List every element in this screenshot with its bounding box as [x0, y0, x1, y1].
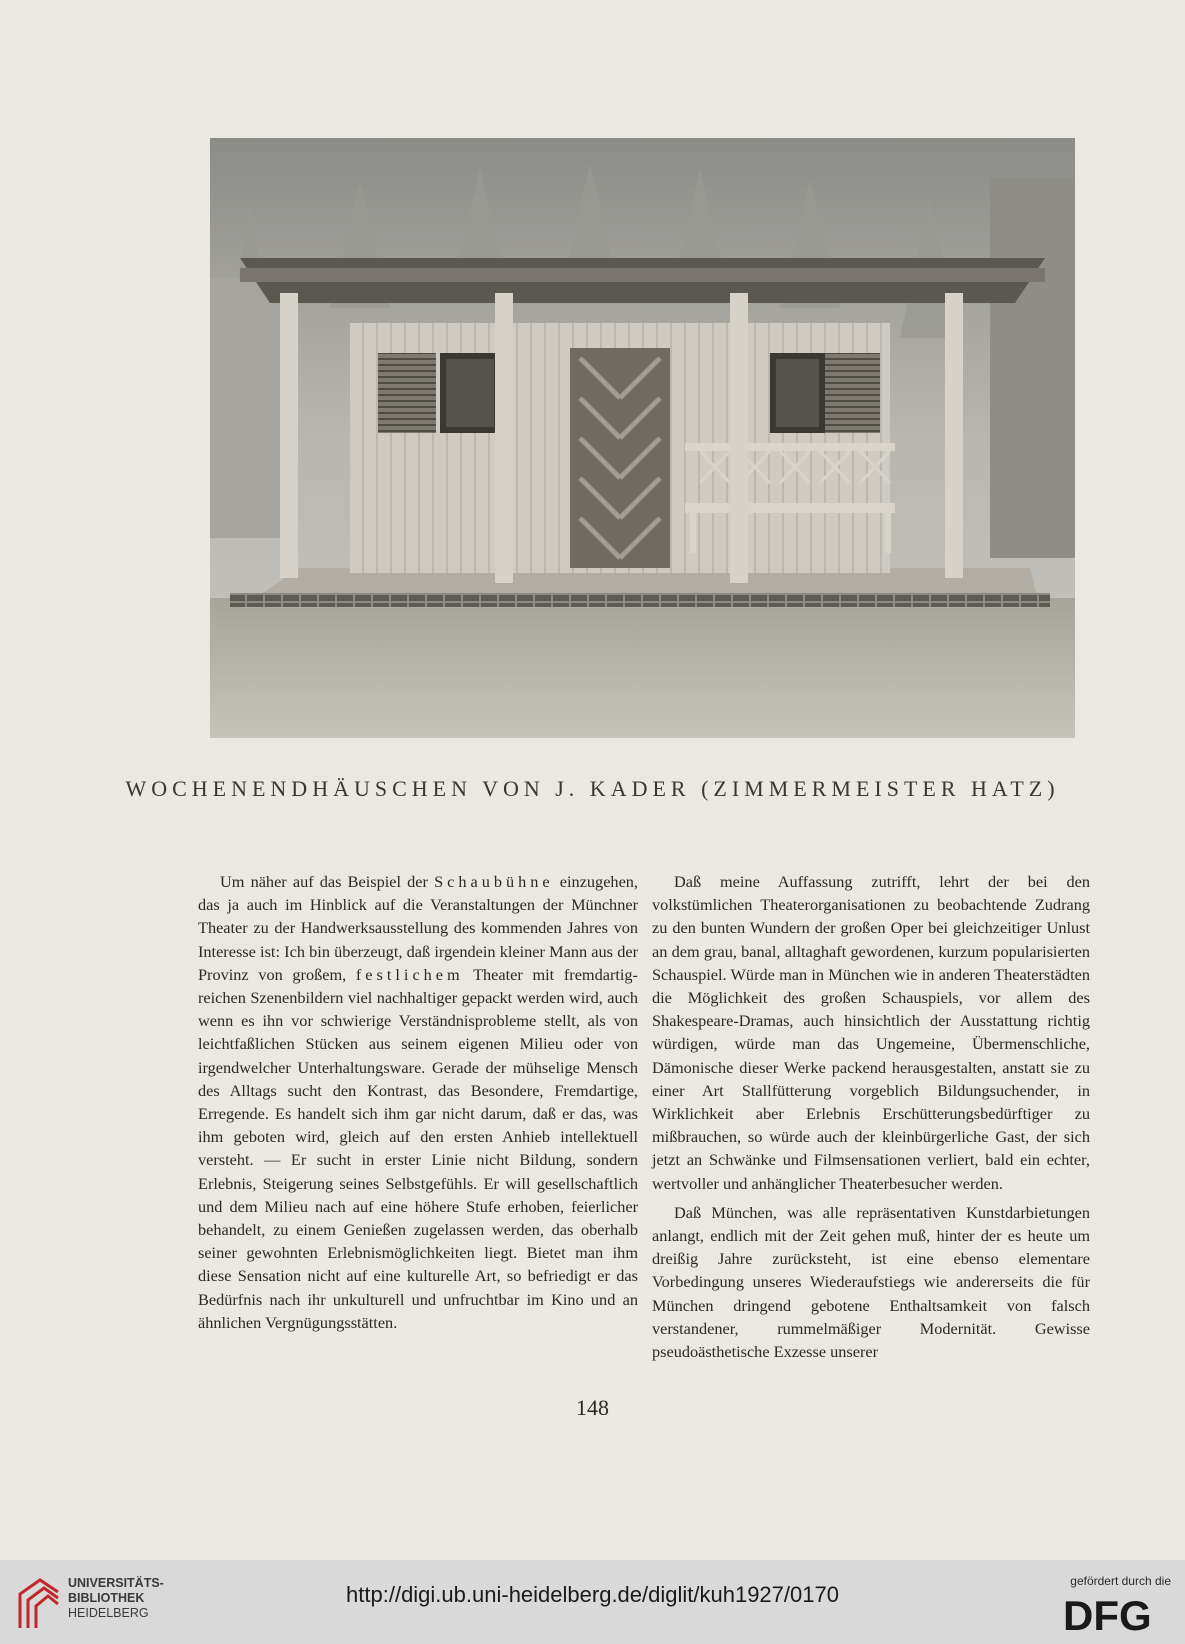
paragraph — [198, 870, 638, 1334]
text-run: Theater mit fremdartig-reichen Szenenbildern viel nachhaltiger gepackt werden wird, auch wenn es ihn vor schwierige Verständnisprobleme stellt, als von leichtfaßlichen Stücken aus seinem eigenen Milieu oder von irgendwelcher Unterhaltungsware. Gerade der mühselige Mensch des Alltags sucht den Kontrast, das Besondere, Fremdartige, Erregende. Es handelt sich ihm gar nicht darum, daß er das, was ihm geboten wird, gleich auf den ersten Anhieb intellektuell versteht. — Er sucht in erster Linie nicht Bildung, sondern Erlebnis, Steigerung seines Selbstgefühls. Er will gesellschaftlich und dem Milieu nach auf eine höhere Stufe erhoben, feierlicher behandelt, zu einem Genießen zugelassen werden, das oberhalb seiner gewohnten Erlebnismöglichkeiten liegt. Bietet man ihm diese Sensation nicht auf eine kulturelle Art, so befriedigt er das Bedürfnis nach ihr unkulturell und unfruchtbar im Kino und an ähnlichen Vergnügungsstätten. — [198, 964, 638, 1332]
library-name-line: UNIVERSITÄTS- — [68, 1576, 164, 1590]
text-column-left — [198, 870, 638, 1334]
emphasized-word: festlichem — [355, 964, 464, 984]
emphasized-word: Schaubühne — [434, 872, 554, 891]
photo-caption: WOCHENENDHÄUSCHEN VON J. KADER (ZIMMERMEISTER HATZ) — [125, 776, 1060, 801]
library-name-line: BIBLIOTHEK — [68, 1591, 145, 1605]
paragraph: Daß München, was alle repräsentativen Kunstdarbietungen anlangt, endlich mit der Zeit gehen muß, hinter der es heute um dreißig Jahre zurücksteht, ist eine ebenso elementare Vorbedingung unseres Wiederaufstiegs wie andererseits die für München dringend gebotene Enthaltsamkeit von falsch verstandener, rummelmäßiger Modernität. Gewisse pseudoästhetische Exzesse unserer — [652, 1202, 1090, 1362]
text-run: Um näher auf das Beispiel der — [220, 872, 435, 891]
cottage-photo-image — [210, 138, 1075, 738]
digitization-footer — [0, 1560, 1185, 1644]
funded-by-label: gefördert durch die — [1070, 1574, 1171, 1588]
text-column-right — [652, 870, 1090, 1363]
dfg-logo-text: DFG — [1063, 1592, 1152, 1634]
library-name-line: HEIDELBERG — [68, 1606, 149, 1620]
text-run: einzugehen, das ja auch im Hinblick auf die Veranstaltungen der Münchner Theater zu der Handwerksausstellung des kommenden Jahres von Interesse ist: Ich bin überzeugt, daß irgendein kleiner Mann aus der Provinz von großem, — [198, 872, 639, 984]
page-number: 148 — [576, 1395, 609, 1420]
cottage-photograph — [210, 138, 1075, 738]
dfg-logo-icon — [1063, 1592, 1171, 1634]
paragraph: Daß meine Auffassung zutrifft, lehrt der bei den volkstümlichen Theaterorganisationen zu beobachtende Zudrang zu den bunten Wundern der großen Oper bei gleichzeitiger Unlust an dem grau, banal, alltaghaft gewordenen, kurzum popularisierten Schauspiel. Würde man in München wie in anderen Theaterstädten die Möglichkeit des großen Schauspiels, vor allem des Shakespeare-Dramas, auch hinsichtlich der Ausstattung richtig würdigen, würde man das Ungemeine, Übermenschliche, Dämonische dieser Werke packend herausgestalten, anstatt sie zu einer Art Stallfütterung vorgeblich Bildungsuchender, in Wirklichkeit aber Erlebnis Erschütterungsbedürftiger zu mißbrauchen, so würde auch der kleinbürgerliche Gast, der sich jetzt an Schwänke und Filmsensationen verliert, bald ein echter, wertvoller und anhänglicher Theaterbesucher werden. — [652, 872, 1090, 1193]
permalink-url[interactable]: http://digi.ub.uni-heidelberg.de/diglit/kuh1927/0170 — [346, 1582, 839, 1607]
